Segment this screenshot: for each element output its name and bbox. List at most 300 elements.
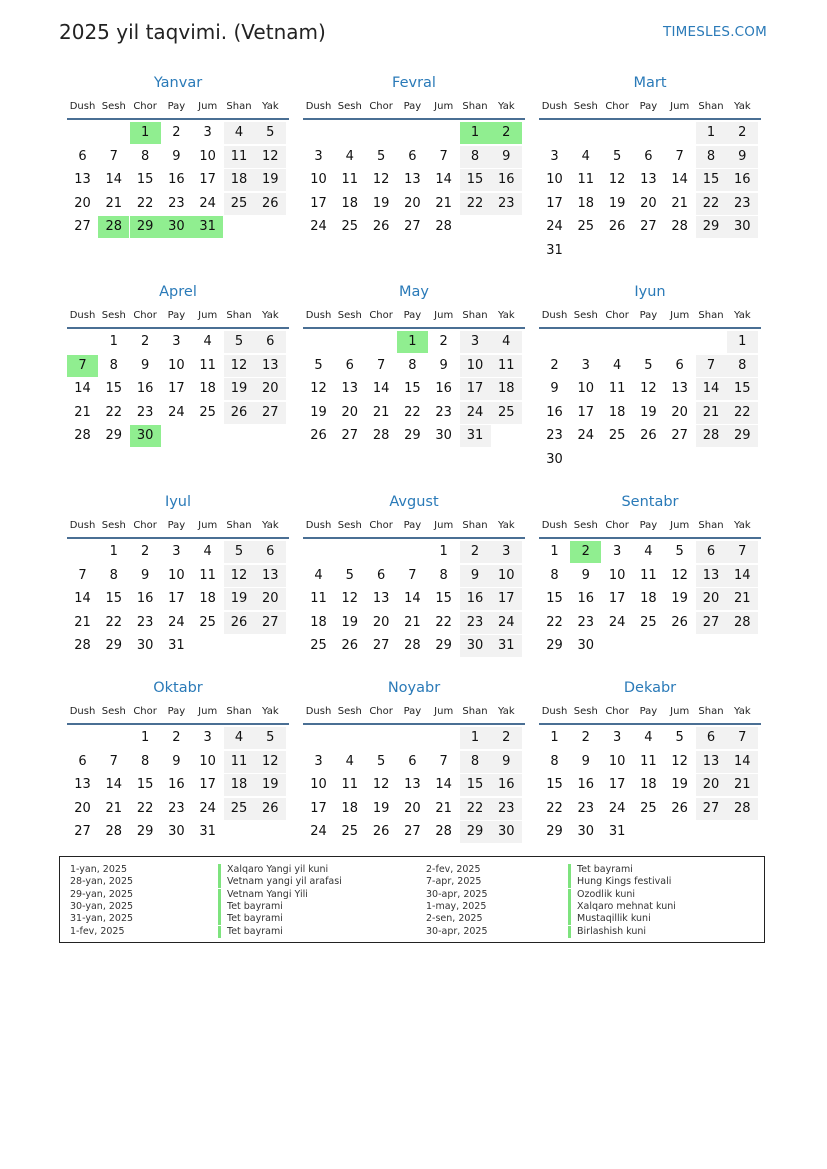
day-cell: 3 xyxy=(491,541,522,563)
day-cell: 25 xyxy=(577,219,595,235)
day-cell: 15 xyxy=(460,774,491,796)
day-cell: 21 xyxy=(404,614,421,630)
weekday-label: Yak xyxy=(497,520,515,531)
day-cell: 27 xyxy=(671,428,688,444)
weekday-label: Jum xyxy=(670,310,690,321)
legend-date: 7-apr, 2025 xyxy=(426,876,482,888)
day-cell: 18 xyxy=(199,591,216,607)
weekday-label: Pay xyxy=(639,101,658,112)
holiday-day-cell: 30 xyxy=(161,216,192,238)
day-cell: 4 xyxy=(345,753,354,769)
legend-holiday-name: Birlashish kuni xyxy=(568,926,646,938)
weekday-label: Dush xyxy=(541,101,568,112)
day-cell: 2 xyxy=(550,357,559,373)
day-cell: 28 xyxy=(727,798,758,820)
day-cell: 12 xyxy=(224,355,255,377)
day-cell: 28 xyxy=(435,219,452,235)
day-cell: 15 xyxy=(546,591,563,607)
day-cell: 1 xyxy=(550,544,559,559)
day-cell: 9 xyxy=(491,146,522,168)
day-cell: 19 xyxy=(255,169,286,191)
day-cell: 23 xyxy=(491,193,522,215)
legend-date: 2-fev, 2025 xyxy=(426,864,481,875)
day-cell: 6 xyxy=(345,357,354,373)
day-cell: 18 xyxy=(640,777,657,793)
weekday-label: Shan xyxy=(226,101,252,112)
day-cell: 24 xyxy=(460,402,491,424)
weekday-label: Sesh xyxy=(573,310,598,321)
day-cell: 3 xyxy=(203,730,212,745)
legend-date: 30-yan, 2025 xyxy=(70,900,134,912)
day-cell: 6 xyxy=(644,148,653,164)
day-cell: 31 xyxy=(168,638,185,654)
day-cell: 4 xyxy=(203,544,212,559)
weekday-label: Dush xyxy=(69,101,96,112)
day-cell: 31 xyxy=(460,425,491,447)
weekday-label: Shan xyxy=(698,706,724,717)
day-cell: 17 xyxy=(491,588,522,610)
day-cell: 8 xyxy=(439,567,448,583)
day-cell: 8 xyxy=(460,751,491,773)
day-cell: 25 xyxy=(310,638,327,654)
weekday-label: Chor xyxy=(133,706,157,717)
day-cell: 27 xyxy=(640,219,657,235)
day-cell: 31 xyxy=(608,824,626,840)
day-cell: 27 xyxy=(372,638,390,654)
day-cell: 5 xyxy=(675,544,684,559)
weekday-header-row xyxy=(67,511,289,539)
day-cell: 24 xyxy=(491,612,522,634)
day-cell: 28 xyxy=(671,219,688,235)
day-cell: 24 xyxy=(168,404,185,420)
weekday-label: Pay xyxy=(167,520,186,531)
day-cell: 22 xyxy=(435,614,452,630)
day-grid xyxy=(303,331,525,475)
weekday-header-row xyxy=(303,92,525,120)
weekday-label: Dush xyxy=(69,520,96,531)
legend-holiday-name: Xalqaro mehnat kuni xyxy=(568,901,676,913)
day-cell: 21 xyxy=(727,774,758,796)
day-cell: 26 xyxy=(310,428,327,444)
day-cell: 12 xyxy=(224,565,255,587)
day-cell: 20 xyxy=(404,800,421,816)
day-cell: 1 xyxy=(550,730,559,745)
weekday-label: Chor xyxy=(369,520,393,531)
day-cell: 14 xyxy=(696,378,727,400)
weekday-label: Pay xyxy=(403,706,422,717)
day-cell: 30 xyxy=(577,824,595,840)
day-cell: 2 xyxy=(172,730,181,745)
month-name: Aprel xyxy=(159,284,197,300)
day-cell: 7 xyxy=(696,355,727,377)
weekday-label: Sesh xyxy=(337,520,362,531)
weekday-label: Sesh xyxy=(101,310,126,321)
day-cell: 27 xyxy=(255,402,286,424)
day-cell: 14 xyxy=(435,777,452,793)
day-cell: 15 xyxy=(105,591,123,607)
day-cell: 15 xyxy=(404,381,421,397)
weekday-label: Jum xyxy=(434,101,454,112)
day-cell: 8 xyxy=(550,753,559,769)
day-cell: 1 xyxy=(460,727,491,749)
month-name: Avgust xyxy=(389,494,439,510)
day-cell: 21 xyxy=(727,588,758,610)
day-cell: 9 xyxy=(172,753,181,769)
legend-date: 1-yan, 2025 xyxy=(70,864,127,875)
day-cell: 7 xyxy=(675,148,684,164)
holiday-day-cell: 28 xyxy=(98,216,129,238)
weekday-label: Shan xyxy=(226,520,252,531)
month-name: Dekabr xyxy=(623,680,677,696)
day-cell: 11 xyxy=(310,591,327,607)
day-cell: 16 xyxy=(491,774,522,796)
day-cell: 20 xyxy=(74,800,91,816)
day-cell: 22 xyxy=(105,404,123,420)
day-cell: 18 xyxy=(640,591,657,607)
weekday-label: Sesh xyxy=(337,101,362,112)
month-yanvar xyxy=(67,74,289,266)
weekday-label: Yak xyxy=(733,706,751,717)
day-cell: 16 xyxy=(491,169,522,191)
day-cell: 10 xyxy=(310,172,327,188)
day-cell: 24 xyxy=(310,824,327,840)
day-cell: 16 xyxy=(168,172,185,188)
month-name: Noyabr xyxy=(387,680,441,696)
legend-date: 31-yan, 2025 xyxy=(70,913,134,925)
day-cell: 3 xyxy=(203,125,212,140)
day-cell: 29 xyxy=(696,216,727,238)
day-cell: 9 xyxy=(581,753,590,769)
day-cell: 12 xyxy=(608,172,626,188)
day-cell: 5 xyxy=(345,567,354,583)
day-cell: 8 xyxy=(140,148,150,164)
weekday-label: Sesh xyxy=(101,520,126,531)
day-cell: 15 xyxy=(460,169,491,191)
day-cell: 10 xyxy=(199,148,216,164)
day-cell: 9 xyxy=(491,751,522,773)
day-cell: 9 xyxy=(550,381,559,397)
day-cell: 15 xyxy=(136,777,154,793)
legend-holiday-name: Tet bayrami xyxy=(218,926,283,938)
day-cell: 10 xyxy=(168,567,185,583)
brand-logo[interactable]: TIMESLES.COM xyxy=(663,24,767,40)
day-cell: 4 xyxy=(203,334,212,349)
day-cell: 19 xyxy=(341,614,359,630)
day-cell: 2 xyxy=(172,125,181,140)
day-cell: 4 xyxy=(345,148,354,164)
weekday-label: Jum xyxy=(670,520,690,531)
weekday-label: Sesh xyxy=(101,706,126,717)
month-avgust xyxy=(303,493,525,685)
day-cell: 24 xyxy=(310,219,327,235)
day-cell: 5 xyxy=(644,357,653,373)
day-cell: 12 xyxy=(640,381,657,397)
day-cell: 23 xyxy=(727,193,758,215)
day-cell: 10 xyxy=(608,753,626,769)
day-cell: 6 xyxy=(408,753,417,769)
day-cell: 26 xyxy=(608,219,626,235)
day-cell: 28 xyxy=(435,824,452,840)
day-cell: 9 xyxy=(581,567,590,583)
month-name: Fevral xyxy=(392,75,436,91)
weekday-label: Dush xyxy=(541,310,568,321)
day-cell: 14 xyxy=(105,172,123,188)
day-cell: 14 xyxy=(404,591,421,607)
day-cell: 26 xyxy=(640,428,657,444)
day-cell: 17 xyxy=(310,800,327,816)
day-cell: 8 xyxy=(109,567,118,583)
month-name: Oktabr xyxy=(153,680,203,696)
weekday-header-row xyxy=(539,92,761,120)
day-cell: 11 xyxy=(491,355,522,377)
day-cell: 12 xyxy=(372,172,390,188)
month-may xyxy=(303,283,525,475)
weekday-label: Pay xyxy=(403,101,422,112)
legend-holiday-name: Tet bayrami xyxy=(218,901,283,913)
day-cell: 3 xyxy=(172,334,181,349)
day-cell: 27 xyxy=(696,612,727,634)
day-cell: 18 xyxy=(199,381,216,397)
day-cell: 26 xyxy=(224,402,255,424)
day-cell: 2 xyxy=(491,727,522,749)
day-grid xyxy=(67,331,289,475)
day-cell: 13 xyxy=(404,777,421,793)
day-cell: 25 xyxy=(199,404,216,420)
day-cell: 14 xyxy=(671,172,688,188)
day-cell: 25 xyxy=(640,800,657,816)
day-cell: 30 xyxy=(577,638,595,654)
day-cell: 9 xyxy=(140,567,150,583)
day-cell: 29 xyxy=(546,638,563,654)
weekday-label: Pay xyxy=(403,520,422,531)
day-cell: 22 xyxy=(546,800,563,816)
day-cell: 15 xyxy=(435,591,452,607)
day-cell: 19 xyxy=(255,774,286,796)
day-cell: 19 xyxy=(671,777,688,793)
day-cell: 27 xyxy=(404,219,421,235)
holiday-day-cell: 30 xyxy=(130,425,161,447)
weekday-header-row xyxy=(67,697,289,725)
day-cell: 17 xyxy=(199,777,216,793)
day-cell: 8 xyxy=(140,753,150,769)
day-cell: 4 xyxy=(314,567,323,583)
day-cell: 10 xyxy=(310,777,327,793)
day-cell: 4 xyxy=(644,544,653,559)
day-cell: 3 xyxy=(314,753,323,769)
day-cell: 8 xyxy=(727,355,758,377)
day-cell: 13 xyxy=(404,172,421,188)
weekday-label: Shan xyxy=(462,310,488,321)
day-cell: 10 xyxy=(168,357,185,373)
day-cell: 28 xyxy=(74,428,91,444)
day-grid xyxy=(67,541,289,685)
weekday-label: Dush xyxy=(541,706,568,717)
weekday-label: Pay xyxy=(167,310,186,321)
day-cell: 27 xyxy=(341,428,359,444)
month-name: May xyxy=(399,284,429,300)
day-cell: 11 xyxy=(199,357,216,373)
day-cell: 5 xyxy=(224,541,255,563)
day-cell: 20 xyxy=(640,195,657,211)
day-cell: 19 xyxy=(640,404,657,420)
month-oktabr xyxy=(67,679,289,871)
day-cell: 30 xyxy=(435,428,452,444)
day-cell: 13 xyxy=(255,355,286,377)
weekday-label: Shan xyxy=(226,310,252,321)
day-cell: 4 xyxy=(491,331,522,353)
day-cell: 21 xyxy=(696,402,727,424)
day-cell: 18 xyxy=(577,195,595,211)
day-cell: 21 xyxy=(105,195,123,211)
day-cell: 16 xyxy=(136,381,154,397)
page-title: 2025 yil taqvimi. (Vetnam) xyxy=(59,20,326,44)
weekday-label: Pay xyxy=(167,101,186,112)
day-cell: 29 xyxy=(105,638,123,654)
day-cell: 1 xyxy=(109,544,118,559)
day-cell: 1 xyxy=(140,730,150,745)
day-cell: 7 xyxy=(727,727,758,749)
day-cell: 21 xyxy=(372,404,390,420)
day-cell: 29 xyxy=(727,425,758,447)
day-cell: 1 xyxy=(439,544,448,559)
day-cell: 7 xyxy=(109,148,118,164)
day-cell: 19 xyxy=(608,195,626,211)
day-cell: 8 xyxy=(460,146,491,168)
day-cell: 22 xyxy=(105,614,123,630)
month-iyun xyxy=(539,283,761,475)
weekday-label: Sesh xyxy=(337,706,362,717)
day-cell: 11 xyxy=(577,172,595,188)
day-cell: 23 xyxy=(491,798,522,820)
weekday-label: Chor xyxy=(605,706,629,717)
weekday-header-row xyxy=(539,697,761,725)
day-cell: 2 xyxy=(140,334,150,349)
day-cell: 25 xyxy=(341,219,359,235)
weekday-label: Jum xyxy=(670,706,690,717)
day-grid xyxy=(539,331,761,475)
legend-holiday-name: Tet bayrami xyxy=(218,913,283,925)
day-cell: 19 xyxy=(671,591,688,607)
day-cell: 6 xyxy=(78,148,87,164)
weekday-label: Yak xyxy=(733,520,751,531)
month-name: Mart xyxy=(633,75,667,91)
day-cell: 1 xyxy=(109,334,118,349)
weekday-label: Chor xyxy=(369,101,393,112)
day-cell: 3 xyxy=(550,148,559,164)
weekday-label: Chor xyxy=(369,310,393,321)
day-cell: 27 xyxy=(696,798,727,820)
day-cell: 16 xyxy=(460,588,491,610)
day-cell: 13 xyxy=(696,565,727,587)
weekday-label: Pay xyxy=(639,520,658,531)
weekday-label: Yak xyxy=(497,310,515,321)
day-cell: 6 xyxy=(255,541,286,563)
day-cell: 25 xyxy=(640,614,657,630)
day-cell: 25 xyxy=(491,402,522,424)
day-cell: 22 xyxy=(136,195,154,211)
day-cell: 18 xyxy=(224,774,255,796)
weekday-label: Sesh xyxy=(573,520,598,531)
day-cell: 20 xyxy=(404,195,421,211)
day-cell: 29 xyxy=(136,824,154,840)
day-cell: 9 xyxy=(460,565,491,587)
day-cell: 5 xyxy=(314,357,323,373)
weekday-label: Dush xyxy=(305,706,332,717)
day-cell: 10 xyxy=(577,381,595,397)
legend-date: 2-sen, 2025 xyxy=(426,913,483,925)
day-cell: 17 xyxy=(608,591,626,607)
legend-date: 28-yan, 2025 xyxy=(70,876,134,888)
day-cell: 14 xyxy=(435,172,452,188)
day-cell: 30 xyxy=(727,216,758,238)
day-cell: 6 xyxy=(255,331,286,353)
day-cell: 1 xyxy=(727,331,758,353)
day-cell: 30 xyxy=(460,635,491,657)
month-name: Iyul xyxy=(164,494,192,510)
holiday-day-cell: 31 xyxy=(192,216,223,238)
weekday-label: Jum xyxy=(434,310,454,321)
day-cell: 16 xyxy=(727,169,758,191)
day-cell: 14 xyxy=(74,591,91,607)
month-fevral xyxy=(303,74,525,266)
day-cell: 16 xyxy=(577,591,595,607)
weekday-label: Dush xyxy=(69,310,96,321)
day-cell: 9 xyxy=(140,357,150,373)
day-cell: 13 xyxy=(696,751,727,773)
holiday-legend xyxy=(59,856,765,943)
day-cell: 23 xyxy=(168,195,185,211)
weekday-label: Shan xyxy=(698,310,724,321)
day-cell: 27 xyxy=(74,824,91,840)
day-cell: 12 xyxy=(255,751,286,773)
day-cell: 13 xyxy=(341,381,359,397)
day-grid xyxy=(303,122,525,266)
day-cell: 26 xyxy=(671,614,688,630)
day-cell: 23 xyxy=(168,800,185,816)
day-cell: 30 xyxy=(168,824,185,840)
month-noyabr xyxy=(303,679,525,871)
legend-holiday-name: Mustaqillik kuni xyxy=(568,913,651,925)
day-cell: 2 xyxy=(727,122,758,144)
day-cell: 1 xyxy=(696,122,727,144)
day-cell: 22 xyxy=(460,193,491,215)
day-cell: 26 xyxy=(372,219,390,235)
weekday-label: Shan xyxy=(462,520,488,531)
day-cell: 11 xyxy=(224,146,255,168)
weekday-header-row xyxy=(539,511,761,539)
day-cell: 6 xyxy=(696,541,727,563)
day-cell: 18 xyxy=(310,614,327,630)
day-cell: 29 xyxy=(460,821,491,843)
day-cell: 3 xyxy=(460,331,491,353)
day-cell: 23 xyxy=(577,614,595,630)
weekday-label: Chor xyxy=(133,310,157,321)
weekday-label: Dush xyxy=(305,310,332,321)
holiday-day-cell: 2 xyxy=(570,541,601,563)
day-cell: 12 xyxy=(310,381,327,397)
day-cell: 4 xyxy=(224,122,255,144)
day-cell: 3 xyxy=(612,730,622,745)
day-cell: 11 xyxy=(608,381,626,397)
day-cell: 26 xyxy=(255,798,286,820)
legend-date: 30-apr, 2025 xyxy=(426,925,488,937)
day-cell: 30 xyxy=(546,452,563,467)
day-cell: 31 xyxy=(491,635,522,657)
day-cell: 7 xyxy=(727,541,758,563)
weekday-header-row xyxy=(303,511,525,539)
day-cell: 24 xyxy=(168,614,185,630)
day-cell: 26 xyxy=(372,824,390,840)
